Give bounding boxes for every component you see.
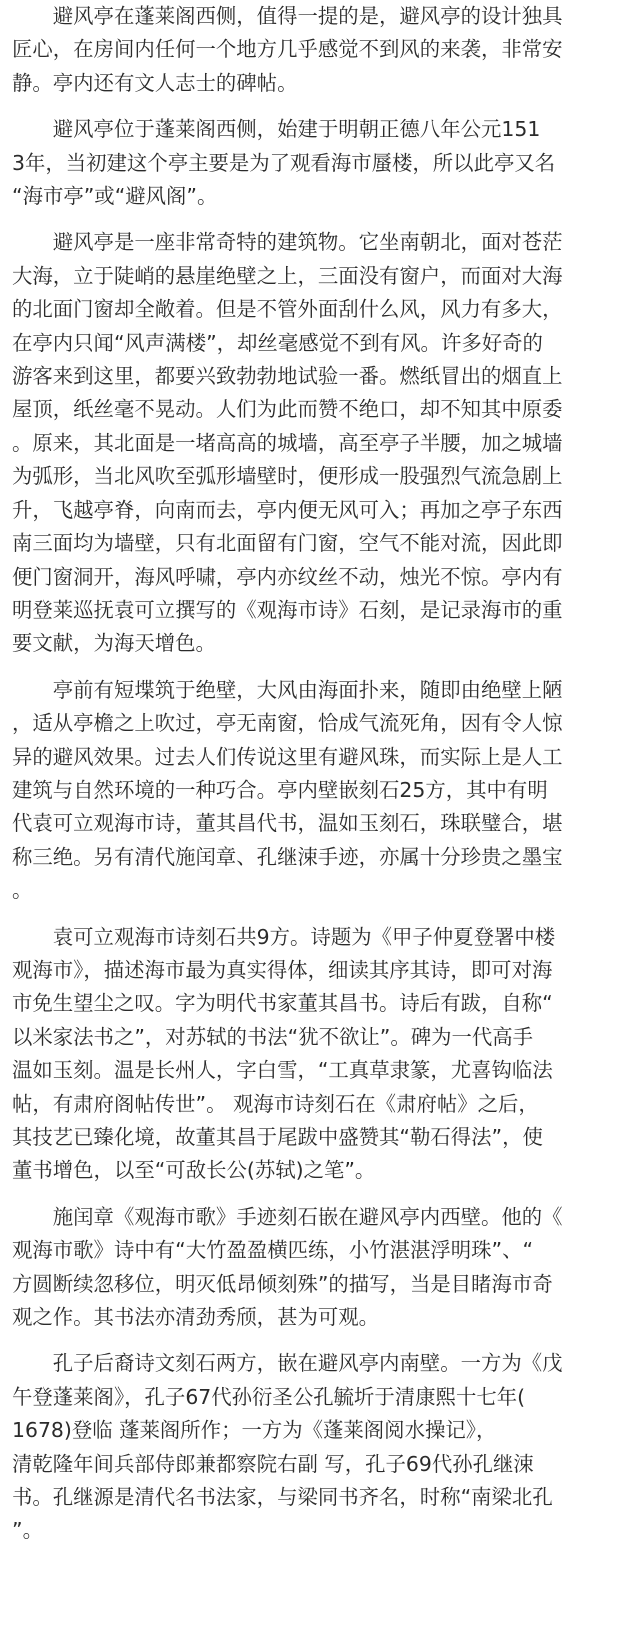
paragraph-line: 。 [12, 878, 33, 903]
paragraph-line: 观海市》，描述海市最为真实得体，细读其序其诗，即可对海 [12, 957, 553, 982]
paragraph-line: ”。 [12, 1518, 43, 1543]
paragraph-3 [12, 226, 624, 660]
paragraph-4 [12, 674, 624, 908]
paragraph-line: 董书增色，以至“可敌长公(苏轼)之笔”。 [12, 1158, 376, 1183]
paragraph-7 [12, 1347, 624, 1547]
paragraph-line: 避风亭位于蓬莱阁西侧，始建于明朝正德八年公元151 [12, 117, 541, 142]
paragraph-line: 屋顶，纸丝毫不晃动。人们为此而赞不绝口，却不知其中原委 [12, 397, 563, 422]
paragraph-line: 书。孔继源是清代名书法家，与梁同书齐名，时称“南梁北孔 [12, 1485, 553, 1510]
paragraph-line: 施闰章《观海市歌》手迹刻石嵌在避风亭内西壁。他的《 [12, 1204, 563, 1229]
paragraph-line: 清乾隆年间兵部侍郎兼都察院右副 写，孔子69代孙孔继涑 [12, 1451, 534, 1476]
paragraph-line: 便门窗洞开，海风呼啸，亭内亦纹丝不动，烛光不惊。亭内有 [12, 564, 563, 589]
paragraph-line: 大海，立于陡峭的悬崖绝壁之上，三面没有窗户，而面对大海 [12, 263, 563, 288]
paragraph-line: 要文献，为海天增色。 [12, 631, 216, 656]
paragraph-line: 观海市歌》诗中有“大竹盈盈横匹练，小竹湛湛浮明珠”、“ [12, 1238, 534, 1263]
paragraph-line: 代袁可立观海市诗，董其昌代书，温如玉刻石，珠联璧合，堪 [12, 811, 563, 836]
paragraph-line: 袁可立观海市诗刻石共9方。诗题为《甲子仲夏登署中楼 [12, 924, 556, 949]
paragraph-line: 方圆断续忽移位，明灭低昂倾刻殊”的描写，当是目睹海市奇 [12, 1271, 553, 1296]
paragraph-line: 异的避风效果。过去人们传说这里有避风珠，而实际上是人工 [12, 744, 563, 769]
paragraph-line: “海市亭”或“避风阁”。 [12, 184, 218, 209]
paragraph-6 [12, 1201, 624, 1335]
paragraph-line: 为弧形，当北风吹至弧形墙壁时，便形成一股强烈气流急剧上 [12, 464, 563, 489]
paragraph-line: 午登蓬莱阁》，孔子67代孙衍圣公孔毓圻于清康熙十七年( [12, 1384, 526, 1409]
paragraph-line: 在亭内只闻“风声满楼”，却丝毫感觉不到有风。许多好奇的 [12, 330, 543, 355]
paragraph-line: 温如玉刻。温是长州人，字白雪，“工真草隶篆，尤喜钩临法 [12, 1058, 553, 1083]
paragraph-2 [12, 113, 624, 213]
paragraph-line: 升，飞越亭脊，向南而去，亭内便无风可入；再加之亭子东西 [12, 497, 563, 522]
paragraph-line: 游客来到这里，都要兴致勃勃地试验一番。燃纸冒出的烟直上 [12, 364, 563, 389]
paragraph-line: 。原来，其北面是一堵高高的城墙，高至亭子半腰，加之城墙 [12, 430, 563, 455]
paragraph-line: 其技艺已臻化境，故董其昌于尾跋中盛赞其“勒石得法”，使 [12, 1125, 543, 1149]
article-body [12, 0, 624, 1548]
paragraph-1 [12, 0, 624, 100]
paragraph-line: 南三面均为墙壁，只有北面留有门窗，空气不能对流，因此即 [12, 531, 563, 556]
paragraph-line: ，适从亭檐之上吹过，亭无南窗，恰成气流死角，因有令人惊 [12, 711, 563, 736]
paragraph-line: 1678)登临 蓬莱阁所作；一方为《蓬莱阁阅水操记》， [12, 1418, 497, 1443]
paragraph-line: 匠心，在房间内任何一个地方几乎感觉不到风的来袭，非常安 [12, 37, 563, 62]
paragraph-line: 静。亭内还有文人志士的碑帖。 [12, 70, 298, 95]
paragraph-line: 的北面门窗却全敞着。但是不管外面刮什么风，风力有多大， [12, 297, 563, 322]
paragraph-line: 观之作。其书法亦清劲秀颀，甚为可观。 [12, 1305, 380, 1330]
paragraph-line: 称三绝。另有清代施闰章、孔继涑手迹，亦属十分珍贵之墨宝 [12, 844, 563, 869]
paragraph-5 [12, 921, 624, 1188]
paragraph-line: 避风亭是一座非常奇特的建筑物。它坐南朝北，面对苍茫 [12, 230, 563, 255]
paragraph-line: 避风亭在蓬莱阁西侧，值得一提的是，避风亭的设计独具 [12, 4, 563, 28]
paragraph-line: 帖，有肃府阁帖传世”。 观海市诗刻石在《肃府帖》之后， [12, 1091, 539, 1116]
paragraph-line: 市免生望尘之叹。字为明代书家董其昌书。诗后有跋，自称“ [12, 991, 553, 1016]
paragraph-line: 亭前有短堞筑于绝壁，大风由海面扑来，随即由绝壁上陋 [12, 677, 563, 702]
paragraph-line: 3年，当初建这个亭主要是为了观看海市蜃楼，所以此亭又名 [12, 150, 556, 175]
paragraph-line: 以米家法书之”，对苏轼的书法“犹不欲让”。碑为一代高手 [12, 1024, 534, 1049]
paragraph-line: 孔子后裔诗文刻石两方，嵌在避风亭内南壁。一方为《戊 [12, 1351, 563, 1376]
paragraph-line: 明登莱巡抚袁可立撰写的《观海市诗》石刻，是记录海市的重 [12, 597, 563, 622]
paragraph-line: 建筑与自然环境的一种巧合。亭内壁嵌刻石25方，其中有明 [12, 777, 548, 802]
